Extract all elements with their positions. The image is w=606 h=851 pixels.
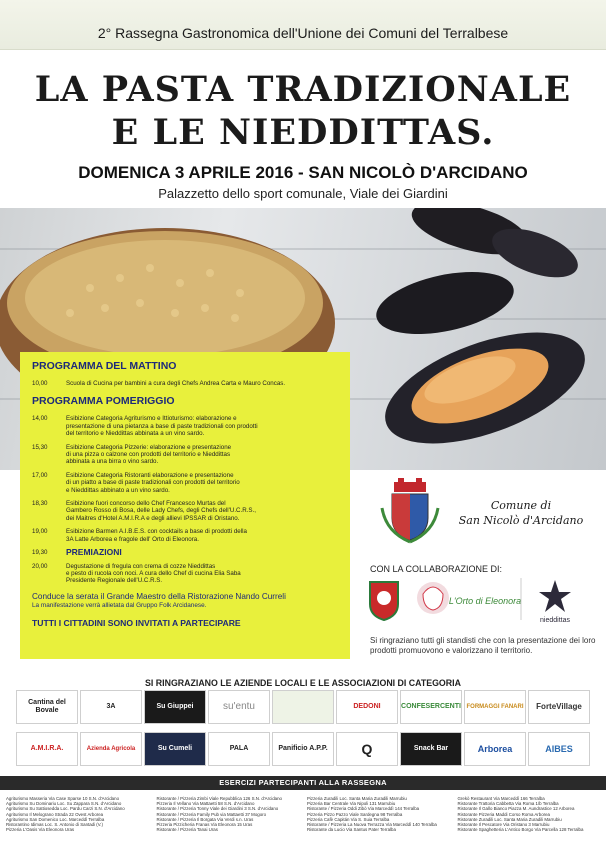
- program-time: 19,00: [32, 528, 48, 536]
- collab-label: CON LA COLLABORAZIONE DI:: [370, 564, 503, 574]
- desc-line: presentazione di una pietanza a base di paste tradizionali con prodotti: [66, 422, 258, 430]
- program-desc: [66, 500, 344, 522]
- desc-line: del territorio e Nieddittas abbinata a un vino sardo.: [66, 430, 205, 438]
- title-line-2: E LE NIEDDITTAS.: [111, 112, 495, 153]
- program-desc: [66, 472, 344, 494]
- sponsor-grid: [16, 690, 592, 770]
- program-box: [20, 352, 350, 659]
- svg-text:nieddittas: nieddittas: [540, 617, 570, 624]
- desc-line: Esibizione Categoria Pizzerie: elaborazione e presentazione: [66, 443, 232, 451]
- program-row: [32, 528, 344, 543]
- program-time: 14,00: [32, 415, 48, 423]
- list-item: Ristorante / Pizzeria Tonny Viale dei Giardini 3 S.N. d'Arcidano: [156, 806, 279, 812]
- collab-logos-strip: [365, 574, 605, 624]
- sponsor-logo: [272, 690, 334, 724]
- desc-line: 3A Latte Arborea e fragole dell' Orto di Eleonora.: [66, 535, 199, 543]
- program-desc: [66, 528, 344, 543]
- list-item: Ristorante Trattoria Cabbetta Via Roma 1/b Terralba: [457, 801, 559, 807]
- program-row: [32, 444, 344, 466]
- morning-program-title: PROGRAMMA DEL MATTINO: [32, 360, 177, 372]
- sponsor-logo: Panificio A.P.P.: [272, 732, 334, 766]
- esercizi-column: [307, 796, 452, 832]
- orto-eleonora-logo: [449, 588, 521, 610]
- sponsor-logo: Su Cumeli: [144, 732, 206, 766]
- sponsor-logo: Arborea: [464, 732, 526, 766]
- thanks-text: Si ringraziano tutti gli standisti che con la presentazione dei loro prodotti promuovono e valorizzano il territorio.: [370, 636, 596, 655]
- esercizi-list: [6, 796, 602, 832]
- list-item: Pizzeria L'Oasis Via Eleonora Uras: [6, 827, 75, 833]
- sponsor-logo: PALA: [208, 732, 270, 766]
- program-time: 10,00: [32, 380, 48, 387]
- sponsor-logo: su'entu: [208, 690, 270, 724]
- comune-name: [436, 498, 606, 528]
- list-item: Ristorante Pizzeria Maddi Corso Roma Arborea: [457, 811, 550, 817]
- desc-line: Degustazione di fregula con crema di cozze Nieddittas: [66, 562, 216, 570]
- desc-line: dei Maitres d'Hotel A.M.I.R.A e degli allievi IPSSAR di Oristano.: [66, 514, 240, 522]
- list-item: Pizzeria Cafè Capitán Via S. Suia Terralba: [307, 816, 390, 822]
- list-item: Ristorante / Pizzeria Il Borgata Via Verdi s.n. Uras: [156, 816, 254, 822]
- esercizi-column: [157, 796, 302, 832]
- unione-comuni-logo: [370, 582, 398, 620]
- title-line-1: LA PASTA TRADIZIONALE: [34, 69, 572, 110]
- list-item: Grekò Restaurant Via Marceddì 166 Terralba: [457, 796, 545, 801]
- list-item: Pizzeria Pizzo Pazzo Viale Sardegna 98 Terralba: [307, 811, 403, 817]
- sponsor-logo: Su Giuppei: [144, 690, 206, 724]
- desc-line: Esibizione fuori concorso dello Chef Francesco Murtas del: [66, 500, 226, 508]
- list-item: Agriturismo Masseria Via Case Sparse 10 S.N. d'Arcidano: [6, 796, 120, 801]
- comune-block: [370, 476, 600, 546]
- desc-line: e Nieddittas abbinato a un vino sardo.: [66, 486, 170, 494]
- main-title: [0, 68, 606, 154]
- list-item: Ristorante Il Gallo Bianco Piazza M. Aundrastice 12 Arborea: [457, 806, 575, 812]
- desc-line: di una pizza o calzone con prodotti del territorio e Nieddittas: [66, 451, 231, 459]
- desc-line: di un piatto a base di paste tradizionali con prodotti del territorio: [66, 479, 240, 487]
- comune-line-1: Comune di: [490, 499, 552, 512]
- program-time: 18,30: [32, 500, 48, 508]
- list-item: Agriturismo Il Melograno Strada 22 Ovest Arborea: [6, 811, 104, 817]
- coat-of-arms-icon: [380, 478, 440, 544]
- esercizi-column: [458, 796, 603, 832]
- program-desc: Scuola di Cucina per bambini a cura degli Chefs Andrea Carta e Mauro Concas.: [66, 380, 286, 387]
- program-row: [32, 415, 344, 437]
- list-item: Agriturismo Su Dominariu Loc. Su Zappara S.N. d'Arcidano: [6, 801, 122, 807]
- event-venue: Palazzetto dello sport comunale, Viale dei Giardini: [158, 186, 448, 201]
- sponsor-logo: CONFESERCENTI: [400, 690, 462, 724]
- program-row: [32, 380, 344, 387]
- desc-line: e pesto di rucola con noci. A cura dello Chef di cucina Elia Saba: [66, 569, 241, 577]
- mussel-shell: [371, 261, 520, 345]
- program-time: 19,30: [32, 549, 48, 557]
- evening-music: La manifestazione verrà allietata dal Gruppo Folk Arcidanese.: [32, 601, 207, 609]
- list-item: Ristorante / Pizzeria Oddi Zibò Via Marceddì 144 Terralba: [307, 806, 420, 812]
- sponsor-logo: Q: [336, 732, 398, 766]
- program-row: [32, 549, 344, 556]
- list-item: Ristorante / Pizzeria Tanai Uras: [156, 827, 218, 833]
- program-time: 15,30: [32, 443, 48, 451]
- program-row: [32, 563, 344, 585]
- comune-line-2: San Nicolò d'Arcidano: [458, 514, 584, 527]
- program-desc: [66, 444, 344, 466]
- desc-line: Esibizione Categoria Ristoranti elaborazione e presentazione: [66, 471, 234, 479]
- invite-text: TUTTI I CITTADINI SONO INVITATI A PARTECIPARE: [32, 617, 241, 628]
- awards-title: PREMIAZIONI: [66, 547, 122, 558]
- event-subtitle: 2° Rassegna Gastronomica dell'Unione dei Comuni del Terralbese: [97, 25, 509, 41]
- program-row: [32, 500, 344, 522]
- sponsor-logo: Snack Bar: [400, 732, 462, 766]
- list-item: Agriturismo San Domenico Loc. Marceddì Terralba: [6, 816, 105, 822]
- program-desc: [66, 563, 344, 585]
- list-item: Ristorante / Pizzeria Family Pub via Mattaetti 37 Mogoro: [156, 811, 267, 817]
- esercizi-column: [6, 796, 151, 832]
- sponsors-title: SI RINGRAZIANO LE AZIENDE LOCALI E LE ASSOCIAZIONI DI CATEGORIA: [145, 678, 461, 688]
- event-date: DOMENICA 3 APRILE 2016 - SAN NICOLÒ D'ARCIDANO: [78, 163, 528, 182]
- desc-line: Esibizione Categoria Agriturismo e Ittioturismo: elaborazione e: [66, 415, 237, 423]
- svg-text:L'Orto di Eleonora: L'Orto di Eleonora: [448, 596, 522, 606]
- desc-line: Esibizione Barmen A.I.B.E.S. con cocktails a base di prodotti della: [66, 528, 247, 536]
- nieddittas-logo: [539, 580, 571, 624]
- sponsor-logo: 3A: [80, 690, 142, 724]
- list-item: Pizzeria Bar Centrale Via Nipoli 131 Marrubiu: [307, 801, 396, 807]
- sponsor-logo: Cantina del Bovale: [16, 690, 78, 724]
- list-item: Ristorante Spaghetteria L'Antico Borgo Via Parcella 128 Terralba: [457, 827, 584, 833]
- sponsor-logo: ForteVillage: [528, 690, 590, 724]
- desc-line: abbinata a una birra o vino sardo.: [66, 458, 159, 466]
- list-item: Ristorante da Lucio Via Santus Pater Terralba: [307, 827, 396, 833]
- program-time: 17,00: [32, 471, 48, 479]
- list-item: Pizzeria Zuradili Loc. Santa Maria Zuradili Marrubiu: [307, 796, 407, 801]
- afternoon-program-title: PROGRAMMA POMERIGGIO: [32, 395, 175, 408]
- federazione-cuochi-logo: [417, 582, 449, 614]
- list-item: Pizzeria Pizzicheria Franas Via Eleonora 15 Uras: [156, 822, 253, 828]
- desc-line: Gambero Rosso di Bosa, delle Lady Chefs, degli Chefs dell'U.C.R.S.,: [66, 507, 256, 515]
- list-item: Agriturismo Su Sattiosedda Loc. Pardu Carzi S.N. d'Arcidano: [6, 806, 125, 812]
- program-time: 20,00: [32, 562, 48, 570]
- collab-logos: [365, 574, 605, 624]
- evening-host: Conduce la serata il Grande Maestro della Ristorazione Nando Curreli: [32, 591, 286, 601]
- sponsor-logo: Azienda Agricola: [80, 732, 142, 766]
- esercizi-title: ESERCIZI PARTECIPANTI ALLA RASSEGNA: [219, 778, 387, 787]
- program-row: [32, 472, 344, 494]
- desc-line: Presidente Regionale dell'U.C.R.S.: [66, 577, 163, 585]
- list-item: Ristorantino Idimas Loc. S. Antonio di Santadi (V.): [6, 822, 103, 828]
- list-item: Pizzeria Il Vellano Via Mattaetti 58 S.N. d'Arcidano: [156, 801, 255, 807]
- list-item: Ristorante / Pizzeria Zimbi Viale Repubblica 126 S.N. d'Arcidano: [156, 796, 282, 801]
- sponsor-logo: FORMAGGI FANARI: [464, 690, 526, 724]
- list-item: Ristorante Zuradili Loc. Santa Maria Zuradili Marrubiu: [457, 816, 562, 822]
- list-item: Ristorante / Pizzeria La Nuova Terrazza Via Marceddì 140 Terralba: [307, 822, 437, 828]
- sponsor-logo: AIBES: [528, 732, 590, 766]
- sponsor-logo: A.M.I.R.A.: [16, 732, 78, 766]
- list-item: Ristorante Il Pescatore Via Oristano 3 Marrubiu: [457, 822, 550, 828]
- sponsor-logo: DEDONI: [336, 690, 398, 724]
- program-desc: [66, 415, 344, 437]
